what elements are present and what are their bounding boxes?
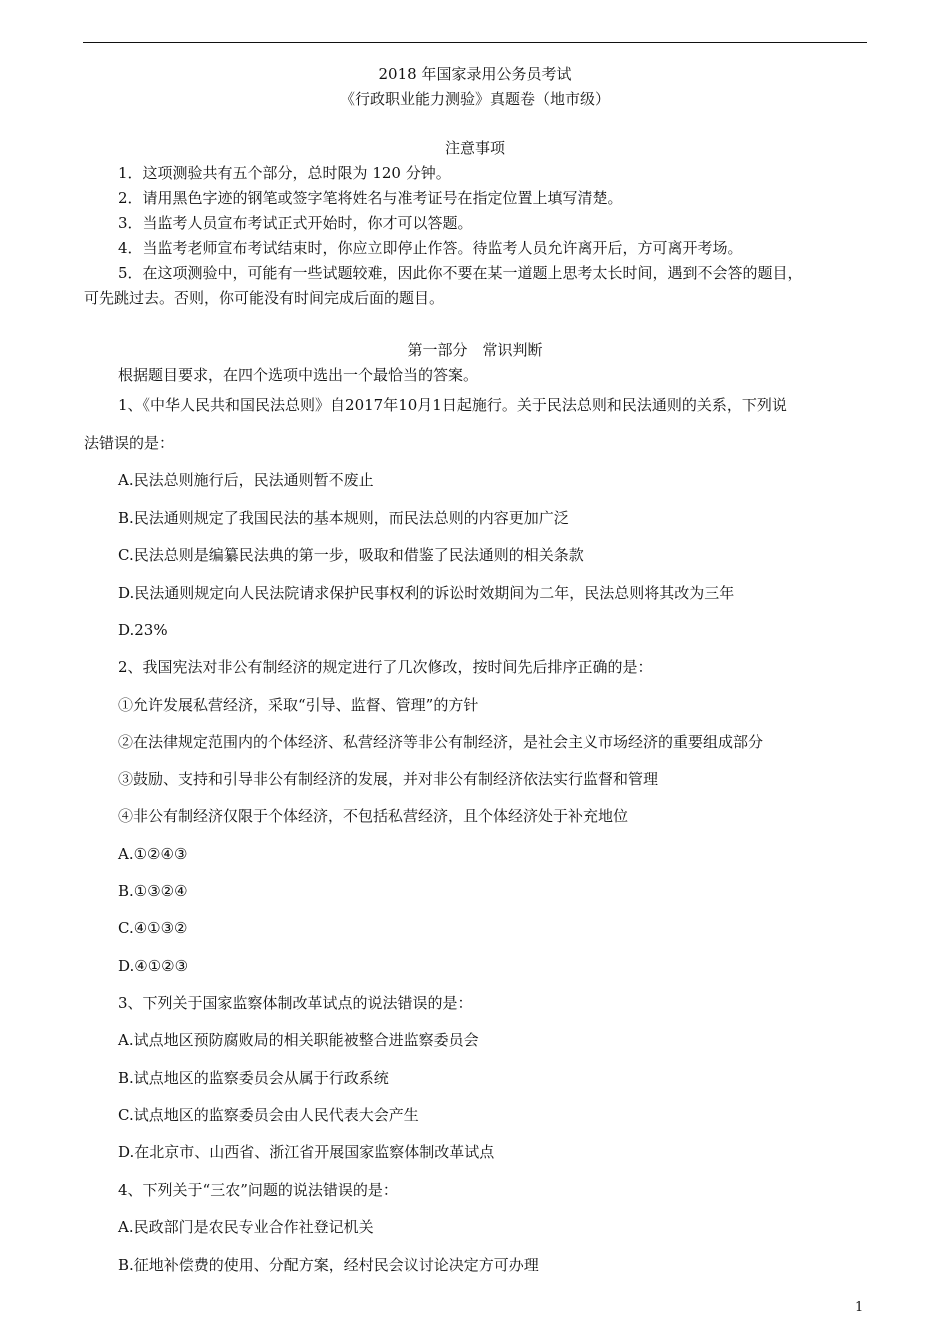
section-instruction: 根据题目要求，在四个选项中选出一个最恰当的答案。 <box>118 366 479 384</box>
option: C.试点地区的监察委员会由人民代表大会产生 <box>118 1106 419 1124</box>
statement: ④非公有制经济仅限于个体经济，不包括私营经济，且个体经济处于补充地位 <box>118 807 629 825</box>
statement: ①允许发展私营经济，采取“引导、监督、管理”的方针 <box>118 696 479 714</box>
option: B.民法通则规定了我国民法的基本规则，而民法总则的内容更加广泛 <box>118 509 569 527</box>
header-rule <box>83 42 867 43</box>
option: A.①②④③ <box>118 845 188 863</box>
exam-title: 2018 年国家录用公务员考试 <box>378 65 572 83</box>
option: D.④①②③ <box>118 957 189 975</box>
option: C.民法总则是编纂民法典的第一步，吸取和借鉴了民法通则的相关条款 <box>118 546 584 564</box>
notice-item: 3．当监考人员宣布考试正式开始时，你才可以答题。 <box>118 214 473 232</box>
statement: ②在法律规定范围内的个体经济、私营经济等非公有制经济，是社会主义市场经济的重要组成部分 <box>118 733 764 751</box>
section-title: 第一部分 常识判断 <box>407 341 543 359</box>
notice-heading: 注意事项 <box>444 139 505 157</box>
notice-item: 1．这项测验共有五个部分，总时限为 120 分钟。 <box>118 164 451 182</box>
option: A.民法总则施行后，民法通则暂不废止 <box>118 471 374 489</box>
statement: ③鼓励、支持和引导非公有制经济的发展，并对非公有制经济依法实行监督和管理 <box>118 770 659 788</box>
page-number: 1 <box>855 1300 864 1315</box>
option: B.试点地区的监察委员会从属于行政系统 <box>118 1069 389 1087</box>
option: D.民法通则规定向人民法院请求保护民事权利的诉讼时效期间为二年，民法总则将其改为三年 <box>118 584 735 602</box>
notice-item: 5．在这项测验中，可能有一些试题较难，因此你不要在某一道题上思考太长时间，遇到不会答的题目， <box>118 264 803 282</box>
question-stem-cont: 法错误的是： <box>84 434 175 452</box>
option: A.试点地区预防腐败局的相关职能被整合进监察委员会 <box>118 1031 479 1049</box>
question-stem: 1、《中华人民共和国民法总则》自2017年10月1日起施行。关于民法总则和民法通则的关系，下列说 <box>118 396 787 414</box>
question-stem: 2、我国宪法对非公有制经济的规定进行了几次修改，按时间先后排序正确的是： <box>118 658 653 676</box>
option: A.民政部门是农民专业合作社登记机关 <box>118 1218 374 1236</box>
question-stem: 3、下列关于国家监察体制改革试点的说法错误的是： <box>118 994 473 1012</box>
notice-item: 4．当监考老师宣布考试结束时，你应立即停止作答。待监考人员允许离开后，方可离开考场。 <box>118 239 743 257</box>
question-stem: 4、下列关于“三农”问题的说法错误的是： <box>118 1181 398 1199</box>
option: B.①③②④ <box>118 882 188 900</box>
option: D.23% <box>118 621 168 639</box>
notice-item-cont: 可先跳过去。否则，你可能没有时间完成后面的题目。 <box>84 289 445 307</box>
notice-item: 2．请用黑色字迹的钢笔或签字笔将姓名与准考证号在指定位置上填写清楚。 <box>118 189 623 207</box>
option: B.征地补偿费的使用、分配方案，经村民会议讨论决定方可办理 <box>118 1256 539 1274</box>
exam-subtitle: 《行政职业能力测验》真题卷（地市级） <box>339 90 610 108</box>
option: D.在北京市、山西省、浙江省开展国家监察体制改革试点 <box>118 1143 495 1161</box>
option: C.④①③② <box>118 919 188 937</box>
